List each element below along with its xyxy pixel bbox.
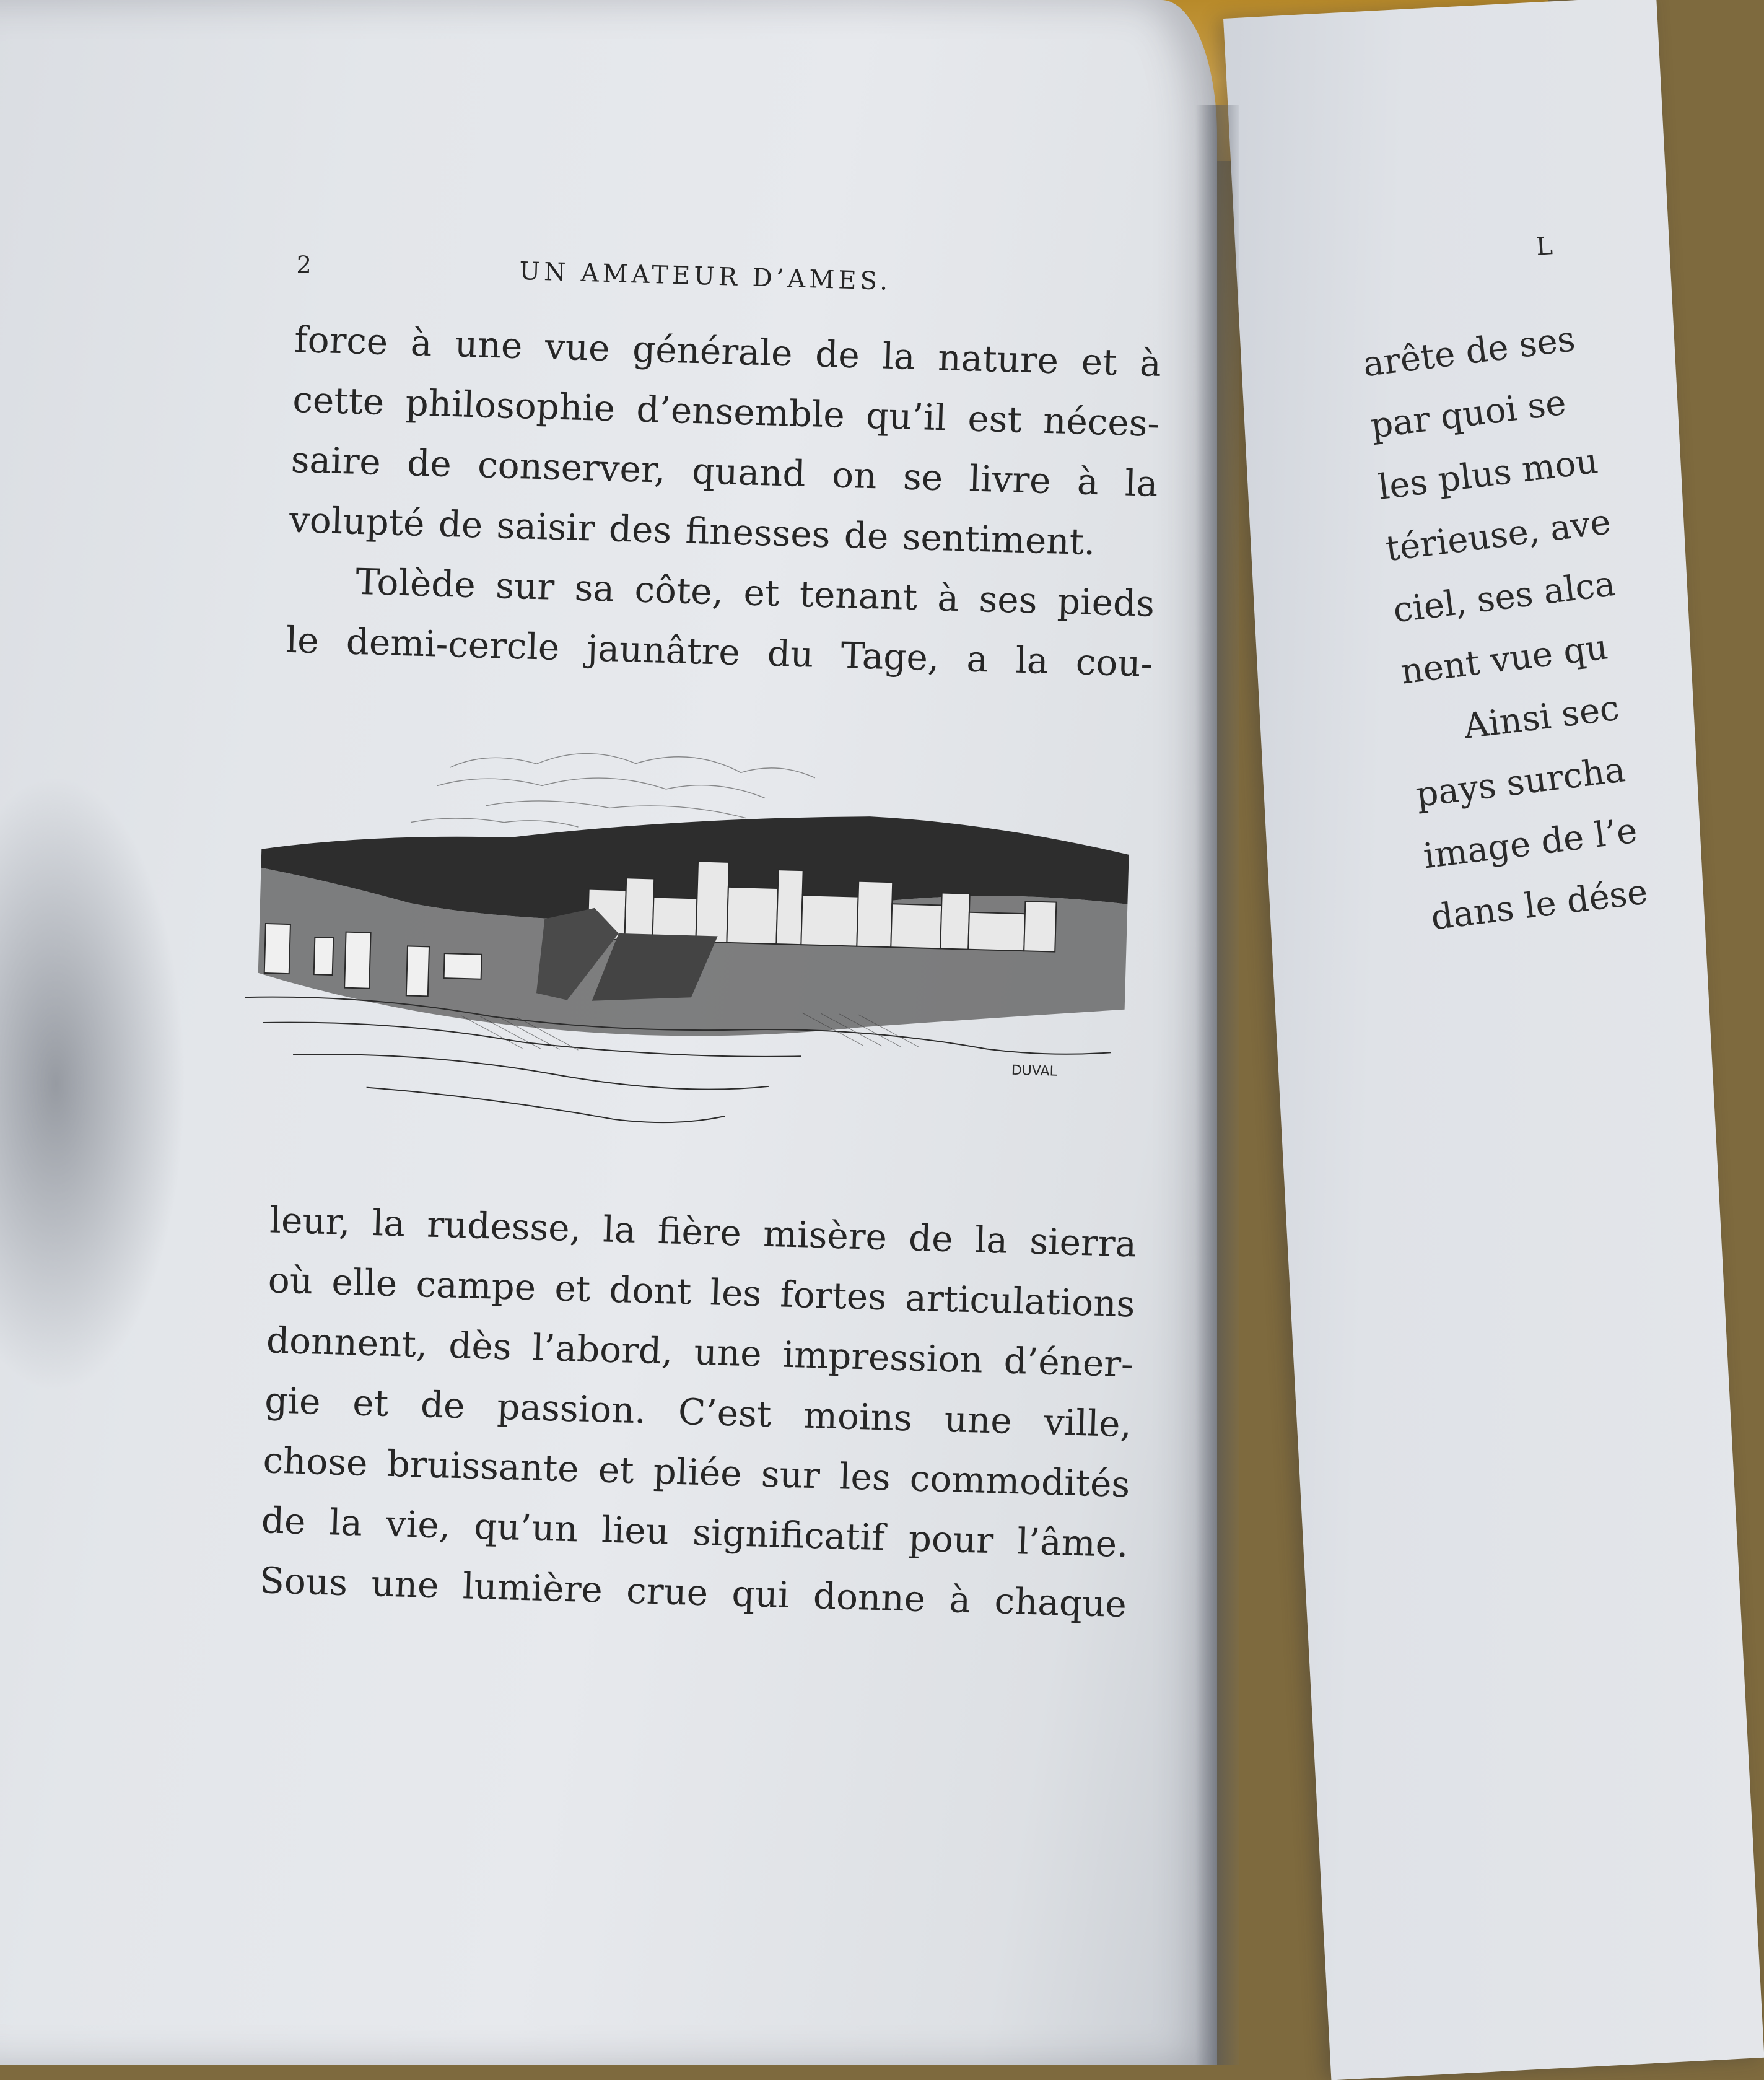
text-line: de la vie, qu’un lieu significatif pour l’âme.	[261, 1499, 1129, 1566]
text-line: donnent, dès l’abord, une impression d’éner-	[266, 1319, 1134, 1386]
left-page-content	[259, 235, 1164, 1635]
text-line: gie et de passion. C’est moins une ville,	[264, 1379, 1132, 1446]
text-line: Tolède sur sa côte, et tenant à ses pieds	[355, 560, 1155, 625]
text-line: volupté de saisir des finesses de sentiment.	[289, 498, 1096, 564]
text-line: ciel, ses alca	[1391, 563, 1618, 631]
book-gutter	[1195, 105, 1239, 2065]
right-page	[1223, 0, 1764, 2080]
page-number: 2	[296, 250, 313, 279]
text-line: le demi-cercle jaunâtre du Tage, a la cou-	[285, 618, 1154, 685]
text-line: arête de ses	[1361, 318, 1578, 385]
right-running-head: L	[1535, 232, 1554, 261]
engraving-signature: DUVAL	[1011, 1062, 1058, 1080]
top-paragraph	[285, 310, 1162, 694]
text-line: leur, la rudesse, la fière misère de la sierra	[269, 1199, 1138, 1265]
text-line: dans le dése	[1428, 872, 1650, 938]
text-line: chose bruissante et pliée sur les commodités	[262, 1439, 1131, 1506]
text-line: cette philosophie d’ensemble qu’il est néces-	[292, 378, 1161, 445]
text-line: image de l’e	[1421, 810, 1640, 877]
text-line: Ainsi sec	[1461, 688, 1622, 747]
text-line: térieuse, ave	[1383, 502, 1613, 570]
text-line: où elle campe et dont les fortes articulations	[267, 1259, 1136, 1326]
text-line: Sous une lumière crue qui donne à chaque	[259, 1559, 1127, 1626]
running-title: UN AMATEUR D’AMES.	[518, 257, 892, 296]
text-line: par quoi se	[1368, 382, 1568, 447]
text-line: force à une vue générale de la nature et à	[294, 318, 1162, 385]
text-line: les plus mou	[1376, 440, 1600, 508]
text-line: saire de conserver, quand on se livre à la	[290, 438, 1159, 505]
bottom-paragraph	[259, 1190, 1137, 1635]
toledo-engraving	[241, 725, 1132, 1158]
text-line: nent vue qu	[1399, 627, 1610, 693]
text-line: pays surcha	[1413, 749, 1628, 816]
